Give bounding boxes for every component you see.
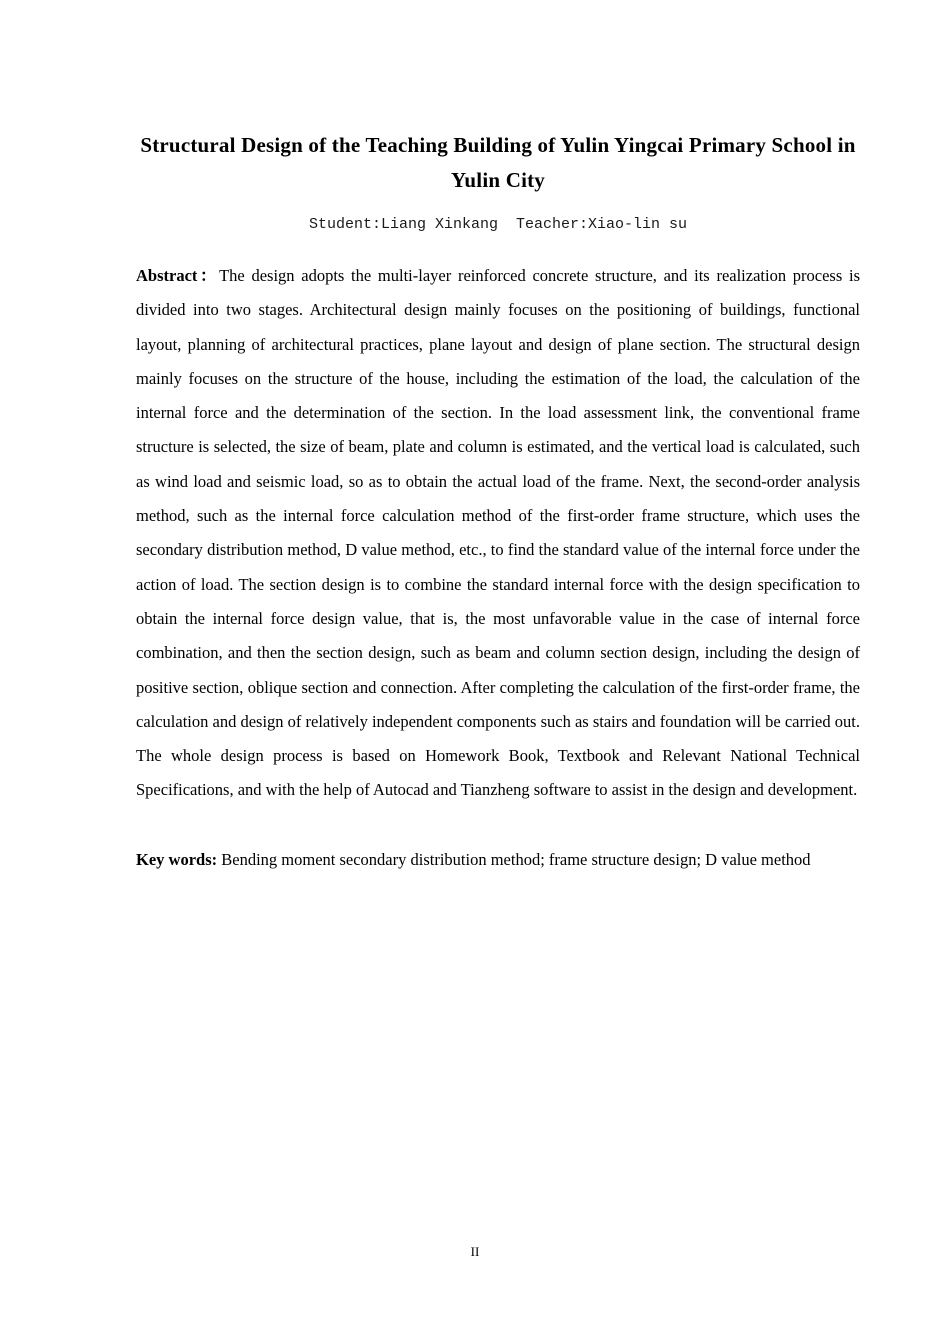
keywords-text: Bending moment secondary distribution method; frame structure design; D value method: [217, 849, 811, 869]
abstract-paragraph: [136, 259, 860, 739]
page-number: II: [470, 1244, 480, 1259]
abstract-paragraph-2: The whole design process is based on Homework Book, Textbook and Relevant National Technical Specifications, and with the help of Autocad and Tianzheng software to assist in the design and development.: [136, 746, 860, 800]
page-content: [136, 128, 860, 894]
abstract-label: Abstract：: [136, 266, 220, 285]
keywords-label: Key words:: [136, 849, 218, 869]
document-title: Structural Design of the Teaching Building of Yulin Yingcai Primary School in Yulin City: [140, 133, 856, 192]
keywords-paragraph: [136, 843, 860, 877]
author-byline: Student:Liang Xinkang Teacher:Xiao-lin su: [308, 216, 688, 233]
abstract-text: The design adopts the multi-layer reinforced concrete structure, and its realization process is divided into two stages. Architectural design mainly focuses on the positioning of buildings, functional layout, planning of architectural practices, plane layout and design of plane section. The structural design mainly focuses on the structure of the house, including the estimation of the load, the calculation of the internal force and the determination of the section. In the load assessment link, the conventional frame structure is selected, the size of beam, plate and column is estimated, and the vertical load is calculated, such as wind load and seismic load, so as to obtain the actual load of the frame. Next, the second-order analysis method, such as the internal force calculation method of the first-order frame structure, which uses the secondary distribution method, D value method, etc., to find the standard value of the internal force under the action of load. The section design is to combine the standard internal force with the design specification to obtain the internal force design value, that is, the most unfavorable value in the case of internal force combination, and then the section design, such as beam and column section design, including the design of positive section, oblique section and connection. After completing the calculation of the first-order frame, the calculation and design of relatively independent components such as stairs and foundation will be carried out.: [136, 266, 860, 731]
